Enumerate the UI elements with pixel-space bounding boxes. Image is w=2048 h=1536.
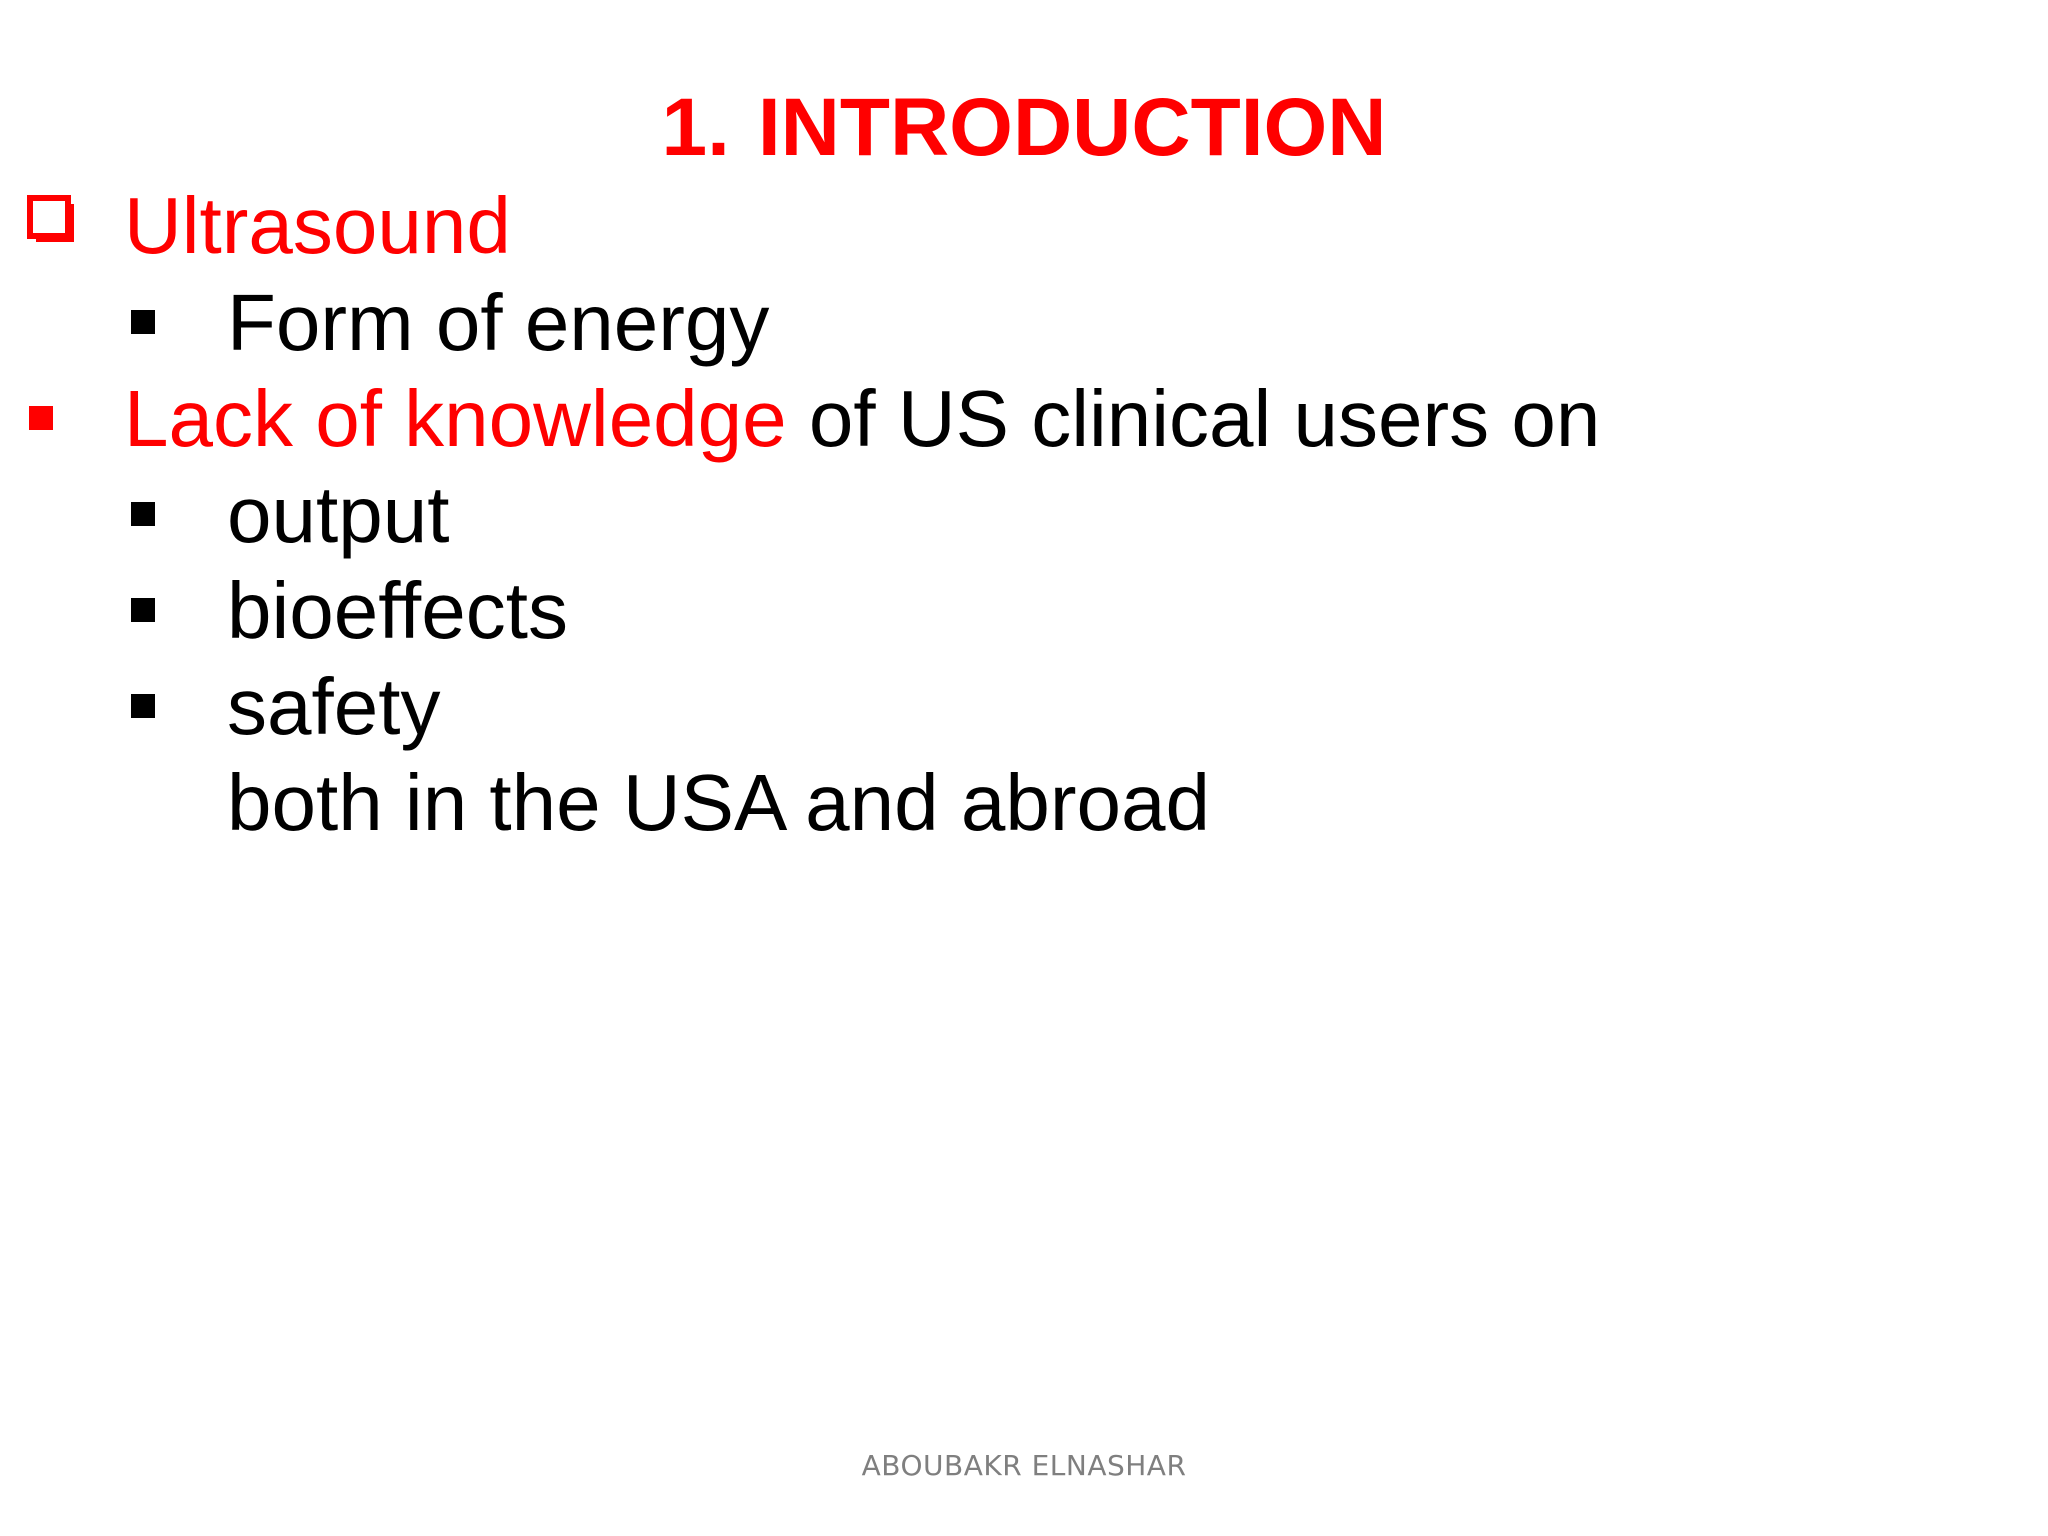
bullet-lack-of-knowledge <box>124 371 1600 467</box>
slide-title <box>0 78 2048 178</box>
hollow-box-bullet-icon <box>27 195 77 245</box>
bullet-bioeffects: bioeffects <box>227 566 568 655</box>
slide-footer-author: ABOUBAKR ELNASHAR <box>861 1449 1187 1482</box>
bullet-ultrasound: Ultrasound <box>124 181 511 270</box>
square-bullet-icon <box>131 694 155 718</box>
continuation-usa-abroad: both in the USA and abroad <box>227 758 1210 847</box>
square-bullet-icon <box>131 310 155 334</box>
square-bullet-icon <box>131 598 155 622</box>
bullet-safety: safety <box>227 662 441 751</box>
square-bullet-icon <box>131 502 155 526</box>
bullet-form-of-energy: Form of energy <box>227 278 770 367</box>
title-number: 1. <box>661 82 730 173</box>
square-bullet-icon <box>29 406 53 430</box>
lack-of-knowledge-highlight: Lack of knowledge <box>124 374 787 463</box>
title-text: INTRODUCTION <box>757 82 1387 173</box>
bullet-output: output <box>227 470 450 559</box>
lack-of-knowledge-rest: of US clinical users on <box>786 374 1601 463</box>
